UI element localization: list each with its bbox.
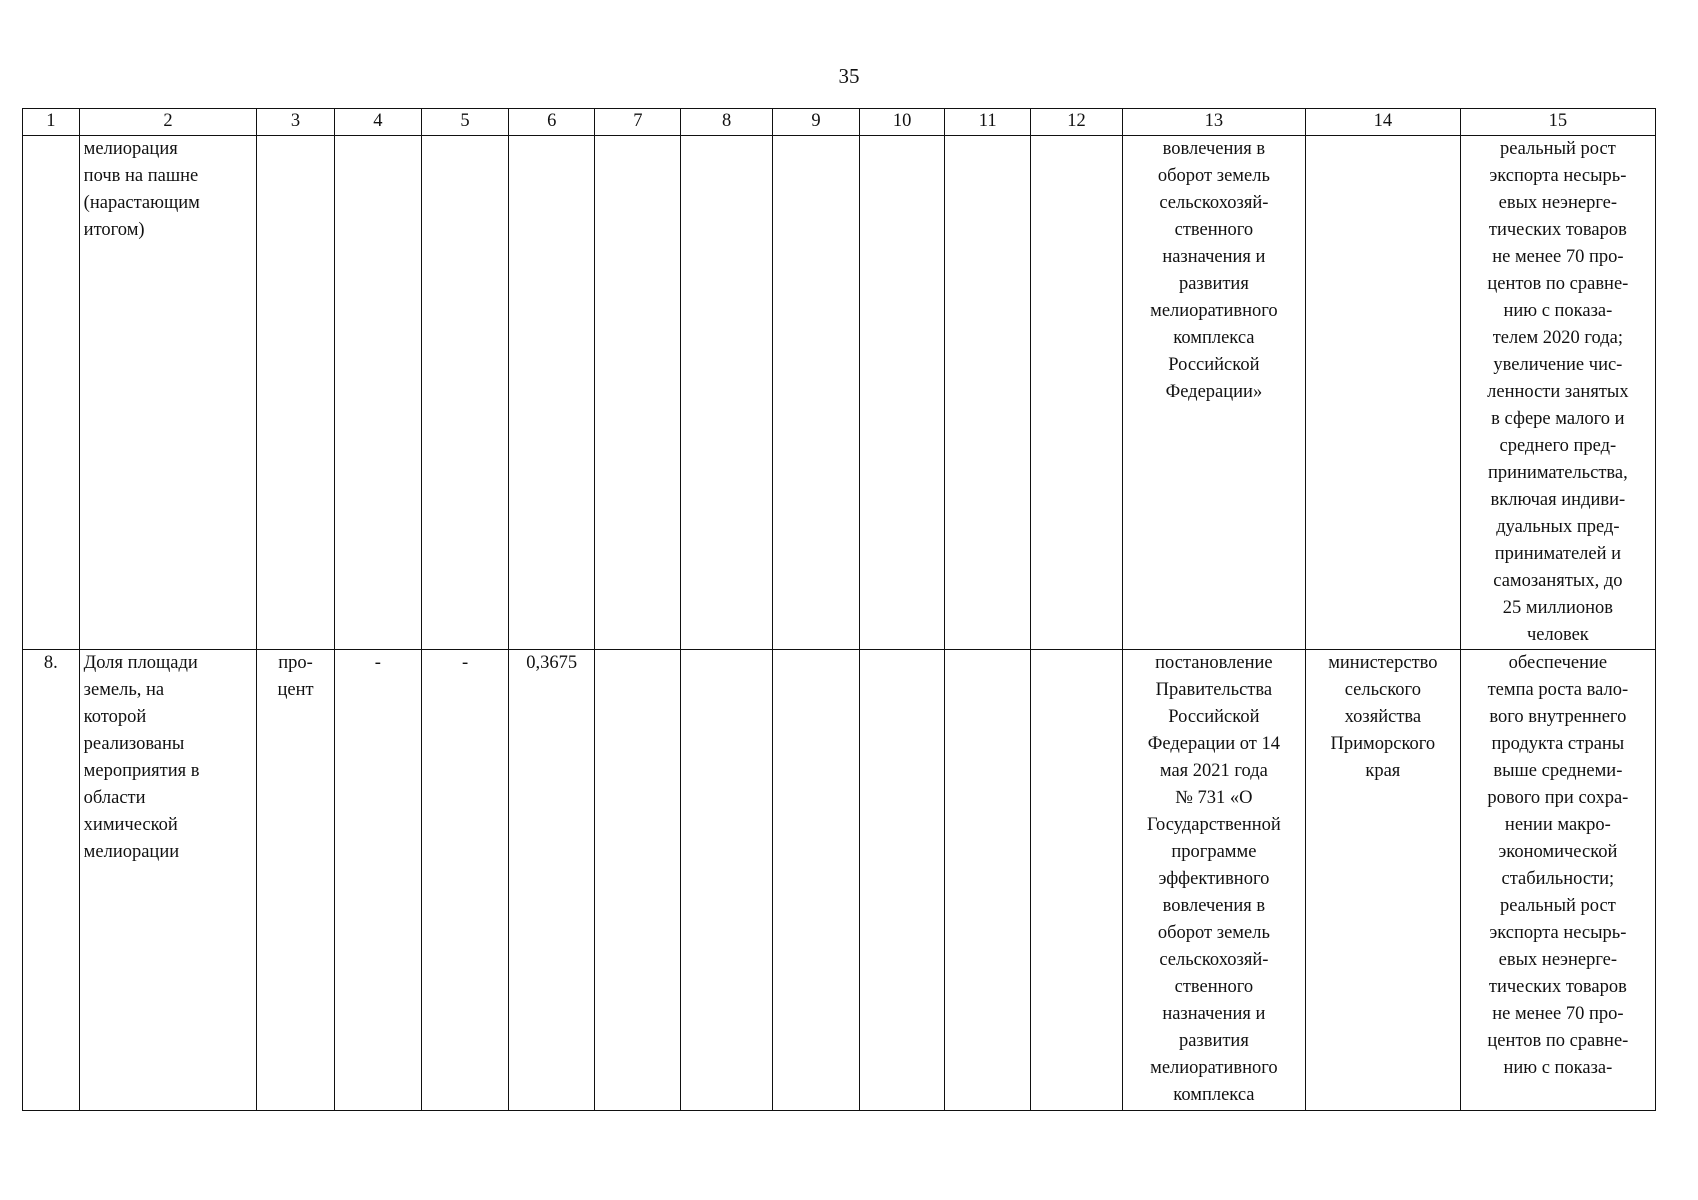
header-row: [23, 109, 1656, 136]
column-header: 4: [334, 109, 421, 136]
column-header: 6: [509, 109, 595, 136]
column-header: 5: [421, 109, 508, 136]
value-cell: -: [334, 650, 421, 1111]
value-cell: [421, 136, 508, 650]
unit-cell: [257, 136, 334, 650]
data-table: [22, 108, 1656, 1111]
value-cell: [334, 136, 421, 650]
value-cell: 0,3675: [509, 650, 595, 1111]
national-goal-cell: обеспечение темпа роста вало- вого внутреннего продукта страны выше среднеми- рового при сохра- нении макро- экономической стабильности; реальный рост экспорта несырь- евых неэнерге- тических товаров не менее 70 про- центов по сравне- нию с показа-: [1460, 650, 1655, 1111]
value-cell: [945, 650, 1031, 1111]
indicator-name-cell: мелиорация почв на пашне (нарастающим итогом): [79, 136, 257, 650]
column-header: 9: [772, 109, 859, 136]
value-cell: [860, 650, 945, 1111]
value-cell: [945, 136, 1031, 650]
column-header: 3: [257, 109, 334, 136]
national-goal-cell: реальный рост экспорта несырь- евых неэнерге- тических товаров не менее 70 про- центов по сравне- нию с показа- телем 2020 года; увеличение чис- ленности занятых в сфере малого и среднего пред- принимательства, включая индиви- дуальных пред- принимателей и самозанятых, до 25 миллионов человек: [1460, 136, 1655, 650]
column-header: 10: [860, 109, 945, 136]
column-header: 15: [1460, 109, 1655, 136]
column-header: 8: [681, 109, 773, 136]
table-row: [23, 136, 1656, 650]
column-header: 14: [1305, 109, 1460, 136]
column-header: 12: [1031, 109, 1123, 136]
value-cell: [860, 136, 945, 650]
row-number-cell: [23, 136, 80, 650]
value-cell: [681, 650, 773, 1111]
table-row: [23, 650, 1656, 1111]
indicator-name-cell: Доля площади земель, на которой реализованы мероприятия в области химической мелиорации: [79, 650, 257, 1111]
document-basis-cell: вовлечения в оборот земель сельскохозяй- ственного назначения и развития мелиоративного комплекса Российской Федерации»: [1122, 136, 1305, 650]
value-cell: [595, 136, 681, 650]
column-header: 7: [595, 109, 681, 136]
value-cell: [1031, 650, 1123, 1111]
responsible-executor-cell: [1305, 136, 1460, 650]
unit-cell: про- цент: [257, 650, 334, 1111]
page-number: 35: [838, 64, 860, 88]
responsible-executor-cell: министерство сельского хозяйства Приморского края: [1305, 650, 1460, 1111]
column-header: 2: [79, 109, 257, 136]
value-cell: [509, 136, 595, 650]
column-header: 13: [1122, 109, 1305, 136]
value-cell: [595, 650, 681, 1111]
value-cell: [772, 650, 859, 1111]
column-header: 11: [945, 109, 1031, 136]
row-number-cell: 8.: [23, 650, 80, 1111]
value-cell: [772, 136, 859, 650]
value-cell: [1031, 136, 1123, 650]
value-cell: [681, 136, 773, 650]
column-header: 1: [23, 109, 80, 136]
value-cell: -: [421, 650, 508, 1111]
document-basis-cell: постановление Правительства Российской Федерации от 14 мая 2021 года № 731 «О Государственной программе эффективного вовлечения в оборот земель сельскохозяй- ственного назначения и развития мелиоративного комплекса: [1122, 650, 1305, 1111]
